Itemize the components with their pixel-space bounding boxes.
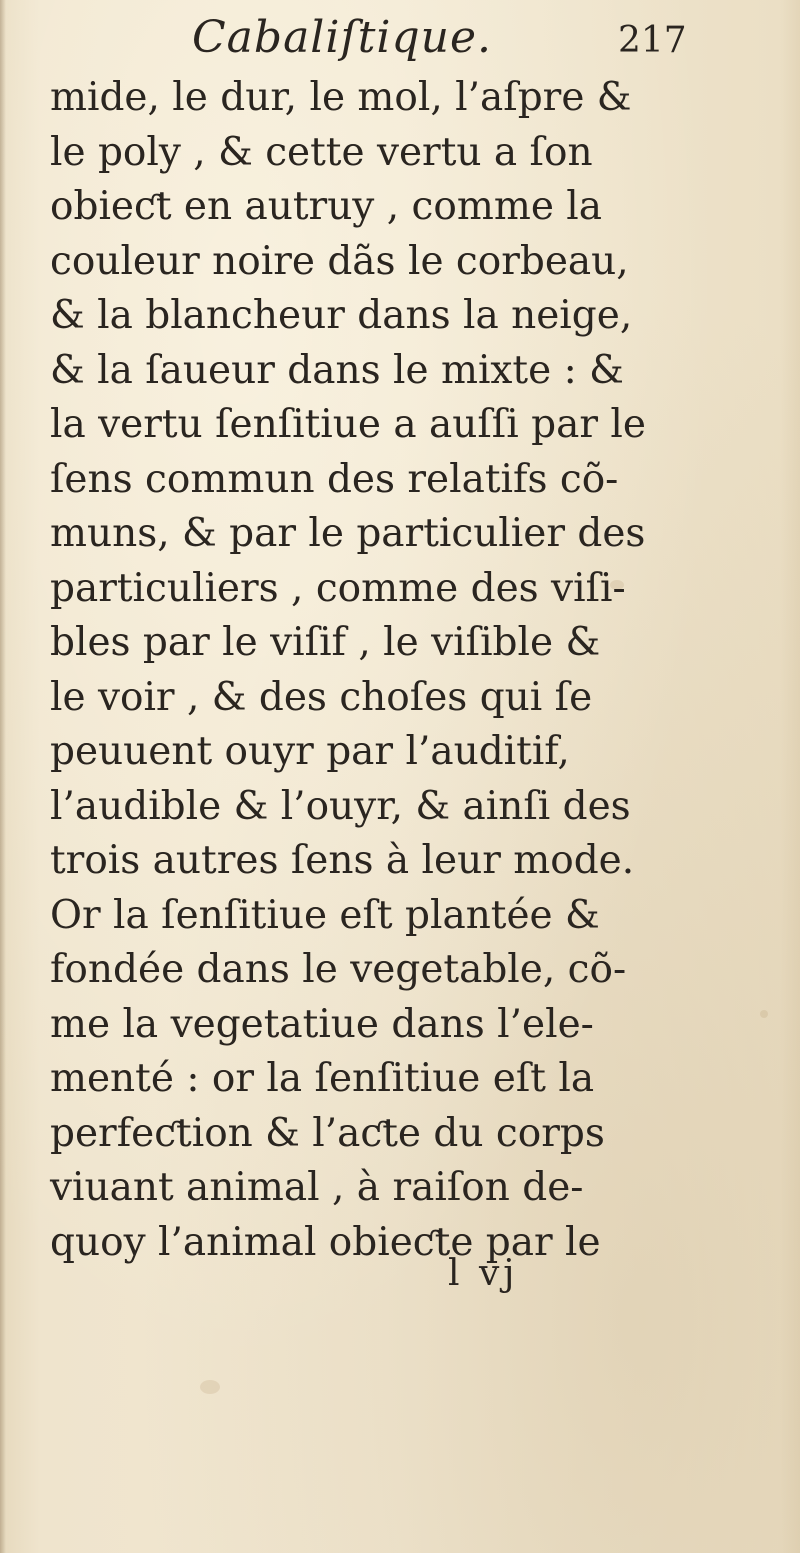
- text-line: fondée dans le vegetable, cõ-: [50, 947, 627, 992]
- page-header: [0, 8, 800, 68]
- text-line: mide, le dur, le mol, l’aſpre &: [50, 75, 632, 120]
- text-line: l’audible & l’ouyr, & ainſi des: [50, 783, 631, 829]
- page-number: 217: [618, 20, 687, 61]
- text-line: le voir , & des choſes qui ſe: [50, 674, 593, 720]
- running-head: Cabaliſtique.: [192, 12, 493, 63]
- text-line: couleur noire dãs le corbeau,: [50, 238, 629, 284]
- text-line: la vertu ſenſitiue a auſſi par le: [50, 402, 646, 447]
- text-line: perfeƈtion & l’aƈte du corps: [50, 1110, 605, 1156]
- signature-mark: l vj: [448, 1253, 519, 1294]
- text-line: menté : or la ſenſitiue eſt la: [50, 1056, 595, 1101]
- text-line: peuuent ouyr par l’auditif,: [50, 729, 570, 774]
- text-line: trois autres ſens à leur mode.: [50, 838, 635, 883]
- text-line: particuliers , comme des viſi-: [50, 565, 626, 611]
- body-text: [50, 71, 770, 1270]
- text-line: muns, & par le particulier des: [50, 511, 646, 556]
- text-line: bles par le viſif , le viſible &: [50, 620, 601, 665]
- text-line: Or la ſenſitiue eſt plantée &: [50, 892, 600, 938]
- text-line: quoy l’animal obieƈte par le: [50, 1219, 601, 1265]
- text-line: le poly , & cette vertu a ſon: [50, 129, 593, 175]
- page-binding-edge: [0, 0, 6, 1553]
- text-line: obieƈt en autruy , comme la: [50, 184, 603, 229]
- text-line: & la ſaueur dans le mixte : &: [50, 347, 624, 393]
- paper-stain: [200, 1380, 220, 1394]
- text-line: & la blancheur dans la neige,: [50, 293, 633, 338]
- text-line: me la vegetatiue dans l’ele-: [50, 1001, 594, 1047]
- text-line: ſens commun des relatifs cõ-: [50, 456, 619, 502]
- text-line: viuant animal , à raiſon de-: [50, 1165, 584, 1210]
